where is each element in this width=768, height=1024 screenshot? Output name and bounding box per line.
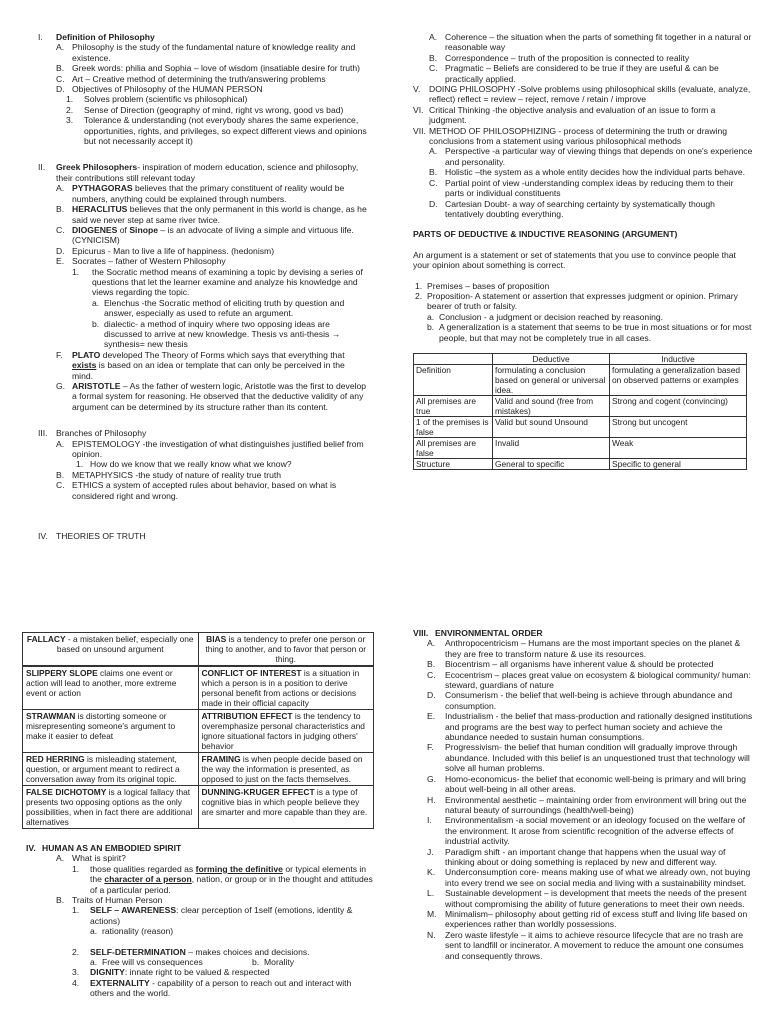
text-fragment: PLATO [72, 349, 101, 360]
text-fragment: VI. [413, 104, 424, 115]
text-fragment: 1 of the premises is false [414, 416, 493, 437]
table-row [23, 753, 374, 786]
text-fragment: Consumerism - the belief that well-being is achieve through abundance and consumption. [445, 690, 733, 711]
list-item [427, 815, 753, 846]
text-fragment: Objectives of Philosophy of the HUMAN PERSON [72, 84, 263, 95]
text-fragment: exists [72, 360, 97, 371]
list-item [56, 63, 368, 73]
text-fragment: Strong but uncogent [610, 416, 747, 437]
list-item: Morality [264, 957, 295, 968]
list-item [427, 690, 753, 711]
fallacy-bias-table [22, 632, 374, 829]
text-fragment: B. [56, 895, 65, 906]
text-fragment: III. [38, 428, 48, 439]
text-fragment: What is spirit? [72, 853, 126, 864]
list-item [427, 711, 753, 742]
list-item: A. EPISTEMOLOGY -the investigation of what distinguishes justified belief from opinion. [56, 439, 368, 460]
text-fragment: Invalid [493, 437, 610, 458]
text-fragment: Sinope [129, 224, 158, 235]
fallacy-header [23, 633, 199, 667]
section-fallacy-bias [22, 632, 377, 999]
text-fragment: formulating a conclusion based on general or universal idea. [493, 364, 610, 395]
text-fragment: ATTRIBUTION EFFECT [201, 711, 293, 721]
text-fragment: HUMAN AS AN EMBODIED SPIRIT [42, 843, 182, 853]
text-fragment: A. [427, 638, 436, 649]
text-fragment: IV. [26, 843, 36, 853]
text-fragment: Greek Philosophers [56, 162, 138, 173]
text-fragment: Solves problem (scientific vs philosophical) [84, 94, 248, 105]
text-fragment: Valid and sound (free from mistakes) [493, 395, 610, 416]
text-fragment: D. [427, 690, 436, 701]
table-row [23, 666, 374, 710]
text-fragment: Traits of Human Person [72, 895, 163, 906]
text-fragment: B. [56, 63, 65, 74]
text-fragment: PYTHAGORAS [72, 183, 133, 194]
text-fragment: H. [427, 794, 436, 805]
text-fragment: 3. [72, 967, 80, 978]
text-fragment: Epicurus - Man to live a life of happiness. (hedonism) [72, 245, 275, 256]
text-fragment: developed The Theory of Forms which says that everything that [100, 349, 345, 360]
text-fragment: ETHICS a system of accepted rules about behavior, based on what is considered right and wrong. [72, 480, 337, 501]
list-item: G. ARISTOTLE – As the father of western logic, Aristotle was the first to develop a formal system for reasoning. He observed that the deductive validity of any argument can be determined by its structure rather than its content. [56, 381, 367, 412]
text-fragment: Valid but sound Unsound [493, 416, 610, 437]
heading-parts-of-reasoning: PARTS OF DEDUCTIVE & INDUCTIVE REASONING (ARGUMENT) [413, 229, 678, 240]
text-fragment: - inspiration of modern education, science and philosophy, their contributions still relevant today [56, 162, 359, 183]
text-fragment: a. [90, 926, 98, 937]
text-fragment: Tolerance & understanding (not everybody shares the same experience, opportunities, rights, and privileges, so expect different views and opinions but not necessarily accept it) [84, 115, 367, 147]
text-fragment: is based on an idea or template that can only be perceived in the mind. [72, 360, 345, 381]
list-item [56, 853, 377, 863]
text-fragment: 1. [72, 905, 80, 916]
text-fragment: V. [413, 84, 421, 95]
text-fragment: Sense of Direction (geography of mind, right vs wrong, good vs bad) [84, 104, 344, 115]
text-fragment: is misleading statement, question, or argument meant to redirect a conversation away from its original topic. [26, 754, 180, 784]
text-fragment: 1. [66, 94, 74, 105]
reasoning-comparison-table [413, 353, 747, 470]
text-fragment: DOING PHILOSOPHY -Solve problems using philosophical skills (evaluate, analyze, reflect) reflect = review – reject, remove / retain / improve [429, 84, 751, 105]
text-fragment: SELF-DETERMINATION [90, 946, 186, 957]
list-item [427, 774, 753, 795]
text-fragment: 1. [415, 280, 423, 291]
table-row [414, 437, 747, 458]
text-fragment: Perspective -a particular way of viewing things that depends on one's experience and personality. [445, 146, 753, 167]
text-fragment: – As the father of western logic, Aristotle was the first to develop a formal system for reasoning. He observed that the deductive validity of any argument can be determined by its structure rather than its content. [72, 381, 367, 412]
bias-header [198, 633, 374, 667]
text-fragment: 2. [415, 290, 423, 301]
list-item: C. ETHICS a system of accepted rules about behavior, based on what is considered right and wrong. [56, 480, 368, 501]
list-item [427, 847, 753, 868]
text-fragment: a. [427, 311, 435, 322]
text-fragment: METAPHYSICS -the study of nature of reality true truth [72, 469, 282, 480]
list-item [429, 167, 753, 177]
list-item [72, 864, 377, 895]
heading-branches [38, 428, 368, 438]
text-fragment: - capability of a person to reach out and interact with others and the world. [90, 977, 352, 999]
text-fragment: A. [429, 32, 438, 42]
text-fragment: B. [429, 167, 438, 178]
table-row [414, 416, 747, 437]
text-fragment: Partial point of view -understanding complex ideas by reducing them to their parts or individual constituents [445, 177, 734, 199]
text-fragment: Proposition- A statement or assertion that expresses judgment or opinion. Primary bearer of truth or falsity. [427, 290, 738, 312]
text-fragment: is a logical fallacy that presents two opposing options as the only possibilities, when in fact there are additional alternatives [26, 787, 193, 827]
text-fragment: a. [90, 957, 98, 968]
text-fragment: dialectic- a method of inquiry where two opposing ideas are discussed to arrive at new knowledge. Thesis vs anti-thesis → synthesis= new thesis [104, 318, 341, 350]
text-fragment: D. [56, 84, 65, 95]
text-fragment: 4. [72, 977, 80, 988]
text-fragment: Correspondence – truth of the proposition is connected to reality [445, 52, 690, 63]
text-fragment: Critical Thinking -the objective analysis and evaluation of an issue to form a judgment. [429, 104, 716, 126]
text-fragment: Minimalism– philosophy about getting rid of excess stuff and living life based on experiences rather than worldly possessions. [445, 908, 748, 930]
text-fragment: formulating a generalization based on observed patterns or examples [610, 364, 747, 395]
text-fragment: Zero waste lifestyle – it aims to achieve resource lifecycle that are no trash are sent to landfill or incinerator. A movement to reduce the amount one consumes and consequently throws. [445, 929, 744, 961]
list-item [56, 42, 368, 63]
list-item [429, 178, 753, 199]
list-item: Free will vs consequences [102, 957, 203, 968]
text-fragment: CONFLICT OF INTEREST [201, 668, 302, 678]
section-methods [413, 32, 753, 470]
text-fragment: ENVIRONMENTAL ORDER [435, 628, 543, 638]
text-fragment: believes that the only permanent in this world is change, as he said we never step at same river twice. [72, 204, 367, 225]
text-fragment: Strong and cogent (convincing) [610, 395, 747, 416]
text-fragment: b. [252, 957, 260, 968]
text-fragment: Elenchus -the Socratic method of eliciting truth by question and answer, especially as used to refute an argument. [104, 297, 345, 319]
text-fragment: character of a person [104, 874, 192, 885]
list-item [56, 84, 368, 94]
text-fragment: ARISTOTLE [72, 381, 121, 391]
text-fragment: Holistic –the system as a whole entity decides how the individual parts behave. [445, 167, 745, 178]
text-fragment: is when people decide based on the way the information is presented, as opposed to just on the facts themselves. [201, 754, 363, 784]
text-fragment: is a tendency to prefer one person or thing to another, and to favor that person or thing. [205, 634, 367, 664]
list-item [413, 84, 753, 105]
heading-text: Definition of Philosophy [56, 32, 155, 42]
heading-environmental-order [413, 628, 753, 638]
text-fragment: is the tendency to overemphasize personal characteristics and ignore situational factors in judging others' behavior [201, 711, 365, 751]
text-fragment: Paradigm shift - an important change that happens when the usual way of thinking about or doing something is replaced by new and different way. [445, 846, 726, 867]
list-item [427, 659, 753, 669]
list-item [427, 909, 753, 930]
heading-embodied-spirit [26, 843, 377, 853]
list-item: 1. the Socratic method means of examining a topic by devising a series of questions that let the learner examine and analyze his knowledge and views regarding the topic. [72, 267, 368, 298]
text-fragment: DIOGENES [72, 224, 118, 235]
list-item [427, 795, 753, 816]
table-row [414, 395, 747, 416]
text-fragment: FALLACY [26, 634, 66, 644]
list-item [72, 967, 377, 977]
text-fragment: rationality (reason) [102, 926, 174, 937]
list-item [56, 895, 377, 905]
text-fragment: 2. [66, 104, 74, 115]
text-fragment: : clear perception of 1self (emotions, identity & actions) [90, 905, 353, 926]
text-fragment: N. [427, 929, 436, 940]
list-item [415, 291, 753, 312]
text-fragment: : innate right to be valued & respected [124, 967, 270, 978]
text-fragment: B. [429, 52, 438, 63]
text-fragment: All premises are true [414, 395, 493, 416]
text-fragment: How do we know that we really know what we know? [90, 459, 292, 470]
text-fragment: the Socratic method means of examining a topic by devising a series of questions that let the learner examine and analyze his knowledge and views regarding the topic. [92, 266, 363, 298]
text-fragment: C. [429, 63, 438, 74]
text-fragment: Ecocentrism – places great value on ecosystem & biological community/ human: steward, guardians of nature [445, 669, 751, 691]
list-item [427, 322, 753, 343]
text-fragment: Sustainable development – is development that meets the needs of the present without compromising the ability of future generations to meet their own needs. [445, 888, 747, 909]
column-header: Inductive [610, 353, 747, 364]
text-fragment: E. [427, 711, 436, 722]
text-fragment: claims one event or action will lead to another, more extreme event or action [26, 668, 177, 698]
text-fragment: forming the definitive [195, 863, 283, 874]
text-fragment: Weak [610, 437, 747, 458]
text-fragment: Industrialism - the belief that mass-production and rationally designed institutions and programs are the best way to perfect human society and achieve the abundance needed to sustain human consumptions. [445, 711, 753, 743]
list-item: A. PYTHAGORAS believes that the primary constituent of reality would be numbers, anything could be explained through numbers. [56, 183, 345, 204]
text-fragment [414, 353, 493, 364]
text-fragment: DUNNING-KRUGER EFFECT [201, 787, 315, 797]
text-fragment: F. [427, 742, 434, 753]
table-row [23, 786, 374, 829]
text-fragment: A generalization is a statement that seems to be true in most situations or for most people, but that may not be completely true in all cases. [439, 322, 752, 343]
text-fragment: Art – Creative method of determining the truth/answering problems [72, 73, 326, 84]
text-fragment: Greek words: philia and Sophia – love of wisdom (insatiable desire for truth) [72, 63, 361, 74]
list-item: 1. How do we know that we really know what we know? [76, 459, 368, 469]
list-item [427, 930, 753, 961]
text-fragment: Branches of Philosophy [56, 428, 147, 439]
argument-definition: An argument is a statement or set of statements that you use to convince people that your opinion about something is correct. [413, 249, 736, 271]
text-fragment: Definition [414, 364, 493, 395]
list-item [429, 53, 753, 63]
text-fragment: EPISTEMOLOGY -the investigation of what distinguishes justified belief from opinion. [72, 438, 364, 460]
text-fragment: those qualities regarded as [90, 863, 196, 874]
text-fragment: Cartesian Doubt- a way of searching certainty by systematically though tentatively doubting everything. [445, 198, 715, 219]
list-item [413, 126, 753, 147]
list-item [429, 32, 753, 53]
text-fragment: b. [427, 322, 435, 333]
list-item [90, 926, 377, 936]
list-item [72, 978, 377, 999]
list-item [66, 105, 368, 115]
text-fragment: FRAMING [201, 754, 241, 764]
list-item [72, 947, 377, 957]
text-fragment: All premises are false [414, 437, 493, 458]
list-item [427, 312, 753, 322]
text-fragment: Structure [414, 458, 493, 469]
text-fragment: is distorting someone or misrepresenting someone's argument to make it easier to defeat [26, 711, 176, 741]
text-fragment: EXTERNALITY [90, 977, 150, 988]
text-fragment: L. [427, 888, 435, 899]
text-fragment: IV. [38, 531, 48, 542]
table-row [414, 364, 747, 395]
text-fragment: THEORIES OF TRUTH [56, 531, 146, 542]
list-item [413, 105, 753, 126]
text-fragment: RED HERRING [26, 754, 85, 764]
text-fragment: B. [427, 659, 436, 670]
heading-definition [38, 32, 368, 42]
text-fragment: A. [429, 146, 438, 157]
text-fragment: Socrates – father of Western Philosophy [72, 256, 226, 267]
text-fragment: 1. [72, 863, 80, 874]
list-item: b. dialectic- a method of inquiry where two opposing ideas are discussed to arrive at new knowledge. Thesis vs anti-thesis → synthesis= new thesis [92, 319, 368, 350]
text-fragment: 2. [72, 946, 80, 957]
text-fragment: , nation, or group or in the thought and attitudes of a particular period. [90, 874, 373, 895]
text-fragment: of [117, 224, 130, 235]
text-fragment: G. [427, 773, 437, 784]
list-item: F. PLATO developed The Theory of Forms which says that everything that exists is based on an idea or template that can only be perceived in the mind. [56, 349, 345, 381]
text-fragment: Homo-economicus- the belief that economic well-being is primary and will bring about well-being in all other areas. [445, 773, 746, 795]
text-fragment: J. [427, 846, 434, 857]
table-header-row [23, 633, 374, 667]
section-philosophy [38, 32, 368, 541]
text-fragment: C. [427, 669, 436, 680]
text-fragment: Anthropocentricism – Humans are the most important species on the planet & they are free to transform nature & use its resources. [445, 638, 741, 659]
text-fragment: SLIPPERY SLOPE [26, 668, 98, 678]
list-item [66, 115, 368, 146]
text-fragment: VIII. [413, 628, 429, 638]
list-item [429, 199, 753, 220]
text-fragment: A. [56, 42, 65, 53]
list-item: B. HERACLITUS believes that the only permanent in this world is change, as he said we never step at same river twice. [56, 204, 367, 225]
text-fragment: or typical elements in the [90, 863, 367, 885]
text-fragment: General to specific [493, 458, 610, 469]
heading-theories-of-truth [38, 531, 368, 541]
text-fragment: Pragmatic – Beliefs are considered to be true if they are useful & can be practically applied. [445, 63, 719, 84]
text-fragment: K. [427, 867, 436, 878]
text-fragment: Philosophy is the study of the fundamental nature of knowledge reality and existence. [72, 42, 356, 63]
list-item [72, 905, 377, 926]
text-fragment: D. [429, 198, 438, 209]
list-item [429, 146, 753, 167]
list-item: B. METAPHYSICS -the study of nature of reality true truth [56, 470, 368, 480]
list-item: C. DIOGENES of Sinope – is an advocate of living a simple and virtuous life. (CYNICISM) [56, 224, 354, 246]
text-fragment: METHOD OF PHILOSOPHIZING - process of determining the truth or drawing conclusions from a statement using various philosophical methods [429, 125, 728, 147]
text-fragment: – makes choices and decisions. [185, 946, 310, 957]
text-fragment: Progressivism- the belief that human condition will gradually improve through abundance. Included with this belief is an unquestioned trust that technology will solve all human problems. [445, 742, 750, 774]
list-item [427, 638, 753, 659]
text-fragment: - a mistaken belief, especially one based on unsound argument [56, 634, 194, 654]
text-fragment: I. [427, 815, 432, 826]
text-fragment: C. [429, 177, 438, 188]
text-fragment: Coherence – the situation when the parts of something fit together in a natural or reasonable way [445, 32, 752, 53]
text-fragment: Biocentrism – all organisms have inherent value & should be protected [445, 659, 714, 670]
text-fragment: Environmentalism -a social movement or an ideology focused on the welfare of the environment. It arose from scientific recognition of the adverse effects of industrial activity. [445, 815, 745, 847]
text-fragment: Environmental aesthetic – maintaining order from environment will bring out the natural beauty of surroundings (health/well-being) [445, 794, 747, 815]
list-item [427, 888, 753, 909]
column-header: Deductive [493, 353, 610, 364]
text-fragment: Conclusion - a judgment or decision reached by reasoning. [439, 311, 664, 322]
table-header-row [414, 353, 747, 364]
text-fragment: STRAWMAN [26, 711, 76, 721]
section-environmental-order [413, 628, 753, 961]
text-fragment: is a type of cognitive bias in which people believe they are smarter and more capable than they are. [201, 787, 368, 817]
text-fragment: 3. [66, 115, 74, 126]
text-fragment: VII. [413, 125, 426, 136]
text-fragment: – is an advocate of living a simple and virtuous life. (CYNICISM) [72, 224, 354, 246]
text-fragment: Premises – bases of proposition [427, 280, 550, 291]
list-item [66, 94, 368, 104]
text-fragment: HERACLITUS [72, 204, 128, 215]
list-item: a. Elenchus -the Socratic method of eliciting truth by question and answer, especially as used to refute an argument. [92, 298, 368, 319]
text-fragment: is a situation in which a person is in a position to derive personal benefit from actions or decisions made in their official capacity [201, 668, 360, 708]
heading-greek-philosophers [38, 162, 368, 183]
table-row [414, 458, 747, 469]
list-item: D. Epicurus - Man to live a life of happiness. (hedonism) [56, 246, 368, 256]
text-fragment: Specific to general [610, 458, 747, 469]
list-item [415, 281, 753, 291]
list-item [56, 74, 368, 84]
list-item [427, 742, 753, 773]
list-item [427, 867, 753, 888]
text-fragment: SELF – AWARENESS [90, 905, 177, 916]
text-fragment: A. [56, 853, 65, 864]
text-fragment: Underconsumption core- means making use of what we already own, not buying into every trend we see on social media and living with a sustainability mindset. [445, 867, 751, 888]
list-item [427, 670, 753, 691]
text-fragment: BIAS [206, 634, 227, 644]
text-fragment: believes that the primary constituent of reality would be numbers, anything could be explained through numbers. [72, 183, 345, 204]
list-item [429, 63, 753, 84]
text-fragment: C. [56, 73, 65, 84]
text-fragment: FALSE DICHOTOMY [26, 787, 107, 797]
text-fragment: M. [427, 908, 437, 919]
text-fragment: DIGNITY [90, 967, 125, 978]
roman-numeral: I. [38, 32, 43, 42]
table-row [23, 710, 374, 753]
list-item: E. Socrates – father of Western Philosophy [56, 256, 368, 266]
text-fragment: II. [38, 162, 46, 173]
environmental-list [413, 638, 753, 961]
